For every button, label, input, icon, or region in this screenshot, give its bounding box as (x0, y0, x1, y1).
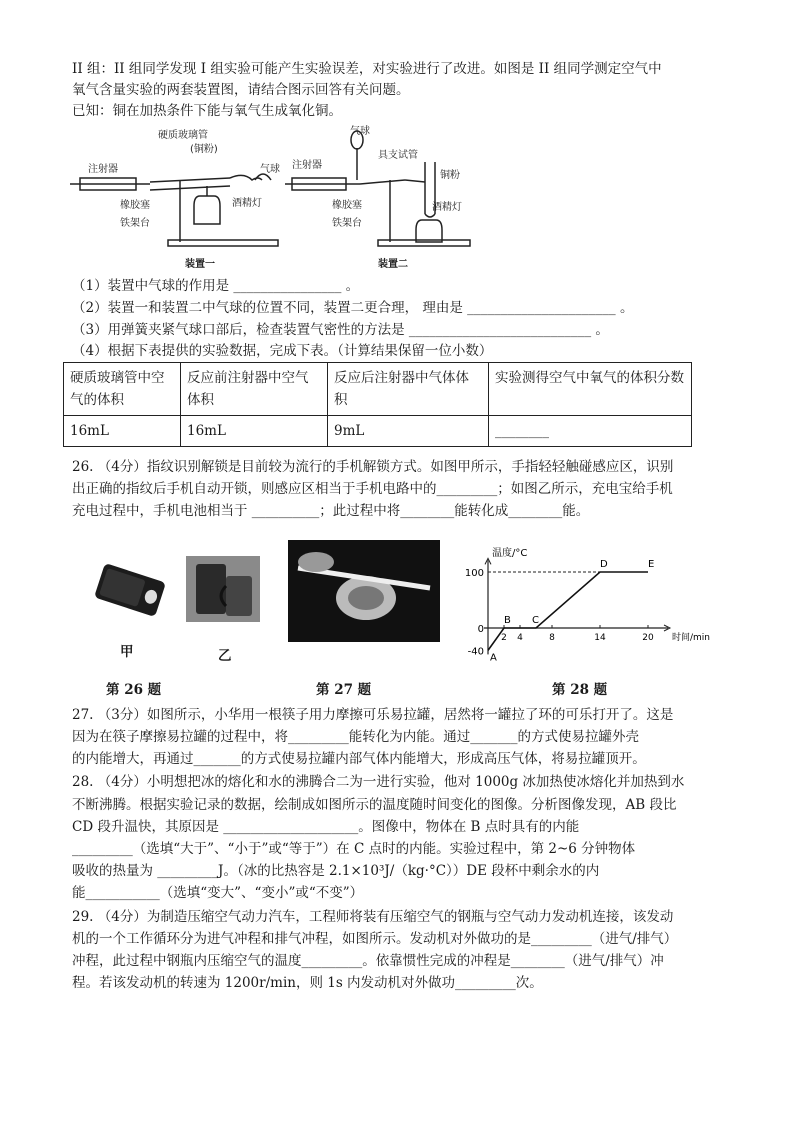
q26-line-2: 出正确的指纹后手机自动开锁，则感应区相当于手机电路中的_________；如图乙所示，充电宝给手机 (72, 481, 673, 497)
q29-line-4: 程。若该发动机的转速为 1200r/min，则 1s 内发动机对外做功_________次。 (72, 975, 543, 991)
label-tube-2: 具支试管 (378, 150, 418, 161)
phone-fingerprint-photo (90, 560, 170, 620)
x-tick-label: 20 (642, 633, 654, 643)
caption-device-1: 装置一 (185, 259, 215, 270)
table-header: 实验测得空气中氧气的体积分数 (489, 363, 692, 416)
y-tick-label: 0 (477, 624, 484, 635)
q28-line-4: _________（选填“大于”、“小于”或“等于”）在 C 点时的内能。实验过程中，第 2~6 分钟物体 (72, 841, 636, 857)
caption-q27: 第 27 题 (316, 682, 372, 698)
x-axis-label: 时间/min (672, 633, 711, 643)
q25-sub-4: （4）根据下表提供的实验数据，完成下表。（计算结果保留一位小数） (72, 343, 493, 359)
caption-q26: 第 26 题 (106, 682, 162, 698)
q25-sub-2: （2）装置一和装置二中气球的位置不同，装置二更合理， 理由是 ______________________ 。 (72, 300, 634, 316)
apparatus-diagram (60, 122, 480, 272)
figure-yi-label: 乙 (218, 648, 232, 664)
can-chopstick-photo (288, 540, 440, 642)
table-cell: 16mL (64, 416, 181, 447)
table-cell: 9mL (328, 416, 489, 447)
table-header: 硬质玻璃管中空气的体积 (64, 363, 181, 416)
q27-line-3: 的内能增大，再通过_______的方式使易拉罐内部气体内能增大，形成高压气体，将易拉罐顶开。 (72, 751, 646, 767)
y-tick-label: 100 (464, 568, 484, 579)
x-tick-label: 4 (517, 633, 523, 643)
point-label-b: B (504, 615, 511, 626)
q29-line-1: 29. （4分）为制造压缩空气动力汽车，工程师将装有压缩空气的钢瓶与空气动力发动机连接，该发动 (72, 909, 674, 925)
q28-line-2: 不断沸腾。根据实验记录的数据，绘制成如图所示的温度随时间变化的图像。分析图像发现，AB 段比 (72, 797, 677, 813)
x-tick-label: 8 (549, 633, 555, 643)
point-label-e: E (648, 559, 655, 570)
q28-line-5: 吸收的热量为 _________J。（冰的比热容是 2.1×10³J/（kg·°C））DE 段杯中剩余水的内 (72, 863, 600, 879)
label-lamp-1: 酒精灯 (232, 198, 262, 209)
q26-line-3: 充电过程中，手机电池相当于 __________；此过程中将________能转化成________能。 (72, 503, 590, 519)
point-label-d: D (600, 559, 608, 570)
label-balloon-1: 气球 (260, 164, 280, 175)
y-axis-label: 温度/°C (492, 548, 528, 559)
q28-line-6: 能___________（选填“变大”、“变小”或“不变”） (72, 885, 364, 901)
label-syringe-2: 注射器 (292, 160, 322, 171)
temperature-time-chart (450, 546, 711, 666)
table-header: 反应前注射器中空气体积 (181, 363, 328, 416)
caption-q28: 第 28 题 (552, 682, 608, 698)
label-stopper-2: 橡胶塞 (332, 200, 362, 211)
intro-line-2: 氧气含量实验的两套装置图，请结合图示回答有关问题。 (72, 82, 410, 98)
table-cell-answer[interactable]: ________ (489, 416, 692, 447)
label-stand-2: 铁架台 (332, 218, 362, 229)
point-label-a: A (490, 652, 497, 664)
q26-line-1: 26. （4分）指纹识别解锁是目前较为流行的手机解锁方式。如图甲所示，手指轻轻触碰感应区，识别 (72, 459, 674, 475)
intro-line-1: II 组：II 组同学发现 I 组实验可能产生实验误差，对实验进行了改进。如图是 II 组同学测定空气中 (72, 61, 662, 77)
q25-sub-1: （1）装置中气球的作用是 ________________ 。 (72, 278, 360, 294)
label-balloon-2: 气球 (350, 126, 370, 137)
intro-line-3: 已知：铜在加热条件下能与氧气生成氧化铜。 (72, 103, 342, 119)
x-tick-label: 14 (594, 633, 606, 643)
x-tick-label: 2 (501, 633, 507, 643)
label-stand-1: 铁架台 (120, 218, 150, 229)
table-header: 反应后注射器中气体体积 (328, 363, 489, 416)
q28-line-3: CD 段升温快，其原因是 ____________________。图像中，物体在 B 点时具有的内能 (72, 819, 580, 835)
table-cell: 16mL (181, 416, 328, 447)
label-lamp-2: 酒精灯 (432, 202, 462, 213)
data-table (63, 362, 692, 447)
label-copper-2: 铜粉 (440, 170, 460, 181)
figure-jia-label: 甲 (120, 644, 134, 660)
q27-line-2: 因为在筷子摩擦易拉罐的过程中，将_________能转化为内能。通过_______的方式使易拉罐外壳 (72, 729, 639, 745)
point-label-c: C (532, 615, 539, 626)
label-stopper-1: 橡胶塞 (120, 200, 150, 211)
q29-line-2: 机的一个工作循环分为进气冲程和排气冲程，如图所示。发动机对外做功的是_________（进气/排气） (72, 931, 678, 947)
label-tube-1: 硬质玻璃管 (158, 130, 208, 141)
label-copper-1: (铜粉) (190, 144, 218, 155)
temperature-series-line (488, 572, 648, 650)
q28-line-1: 28. （4分）小明想把冰的熔化和水的沸腾合二为一进行实验，他对 1000g 冰加热使冰熔化并加热到水 (72, 774, 685, 790)
caption-device-2: 装置二 (378, 259, 408, 270)
power-bank-photo (186, 556, 260, 622)
q29-line-3: 冲程，此过程中钢瓶内压缩空气的温度_________。依靠惯性完成的冲程是________（进气/排气）冲 (72, 953, 664, 969)
q27-line-1: 27. （3分）如图所示，小华用一根筷子用力摩擦可乐易拉罐，居然将一罐拉了环的可乐打开了。这是 (72, 707, 674, 723)
y-tick-label: -40 (467, 646, 484, 658)
q25-sub-3: （3）用弹簧夹紧气球口部后，检查装置气密性的方法是 ___________________________ 。 (72, 322, 609, 338)
label-syringe-1: 注射器 (88, 164, 118, 175)
